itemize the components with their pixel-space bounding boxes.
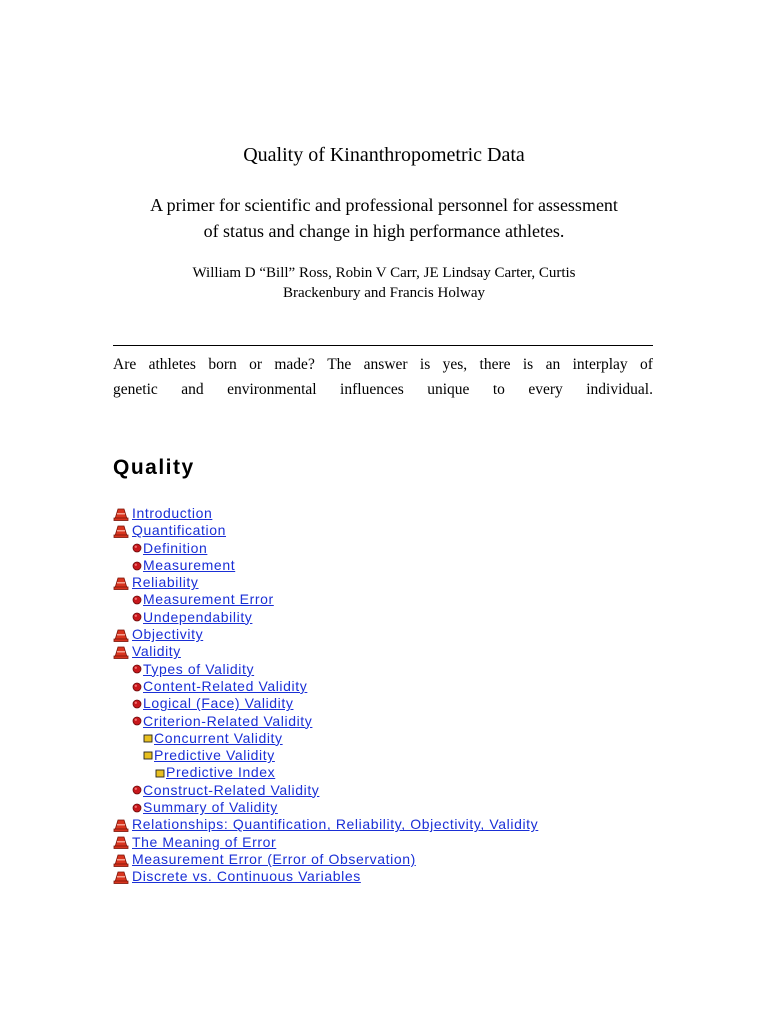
authors-line-2: Brackenbury and Francis Holway: [282, 285, 486, 301]
cone-icon: [113, 524, 129, 538]
dot-icon: [131, 785, 143, 795]
toc-link[interactable]: Predictive Index: [166, 764, 276, 781]
toc-item[interactable]: [113, 661, 673, 678]
toc-item[interactable]: [113, 540, 673, 557]
toc-item[interactable]: [113, 591, 673, 608]
toc-item[interactable]: [113, 678, 673, 695]
abstract-word: or: [249, 356, 263, 373]
toc-link[interactable]: Definition: [143, 539, 208, 556]
toc-item[interactable]: [113, 522, 673, 539]
cone-icon: [113, 870, 129, 884]
toc-link[interactable]: Quantification: [132, 522, 227, 539]
abstract-word: of: [640, 356, 653, 373]
toc-item[interactable]: [113, 626, 673, 643]
dot-icon: [131, 682, 143, 692]
abstract-word: athletes: [148, 356, 196, 373]
abstract-word: interplay: [572, 356, 628, 373]
cone-icon: [113, 853, 129, 867]
square-icon: [143, 734, 153, 743]
toc-item[interactable]: [113, 557, 673, 574]
toc-link[interactable]: Construct-Related Validity: [143, 781, 320, 798]
toc-item[interactable]: [113, 851, 673, 868]
section-heading: Quality: [113, 456, 195, 479]
toc-link[interactable]: Summary of Validity: [143, 799, 278, 816]
cone-icon: [113, 818, 129, 832]
toc-link[interactable]: Logical (Face) Validity: [143, 695, 294, 712]
toc-link[interactable]: Types of Validity: [143, 660, 255, 677]
table-of-contents: [113, 505, 673, 886]
cone-icon: [113, 645, 129, 659]
toc-link[interactable]: Validity: [132, 643, 181, 660]
toc-item[interactable]: [113, 834, 673, 851]
square-icon: [143, 751, 153, 760]
toc-link[interactable]: Relationships: Quantification, Reliability, Objectivity, Validity: [132, 816, 539, 833]
abstract-word: an: [545, 356, 561, 373]
toc-item[interactable]: [113, 643, 673, 660]
toc-item[interactable]: [113, 713, 673, 730]
toc-item[interactable]: [113, 609, 673, 626]
toc-link[interactable]: Measurement: [143, 556, 236, 573]
toc-item[interactable]: [113, 505, 673, 522]
dot-icon: [131, 664, 143, 674]
toc-item[interactable]: [113, 695, 673, 712]
horizontal-divider: [113, 345, 653, 346]
cone-icon: [113, 576, 129, 590]
toc-link[interactable]: Discrete vs. Continuous Variables: [132, 868, 361, 885]
abstract-word: The: [327, 356, 352, 373]
dot-icon: [131, 595, 143, 605]
abstract-word: is: [522, 356, 534, 373]
dot-icon: [131, 716, 143, 726]
toc-item[interactable]: [113, 799, 673, 816]
toc-link[interactable]: Measurement Error: [143, 591, 274, 608]
square-icon: [155, 769, 165, 778]
abstract-word: there: [479, 356, 511, 373]
dot-icon: [131, 699, 143, 709]
abstract-word: answer: [363, 356, 408, 373]
cone-icon: [113, 835, 129, 849]
abstract-word: influences: [340, 381, 404, 398]
subtitle-line-2: of status and change in high performance athletes.: [203, 221, 565, 241]
toc-item[interactable]: [113, 868, 673, 885]
authors-line-1: William D “Bill” Ross, Robin V Carr, JE Lindsay Carter, Curtis: [192, 265, 576, 281]
toc-item[interactable]: [113, 730, 673, 747]
toc-link[interactable]: Undependability: [143, 608, 253, 625]
abstract-word: made?: [274, 356, 315, 373]
toc-item[interactable]: [113, 764, 673, 781]
toc-item[interactable]: [113, 782, 673, 799]
abstract-word: individual.: [586, 381, 653, 398]
toc-item[interactable]: [113, 747, 673, 764]
abstract-paragraph: [113, 352, 653, 402]
toc-link[interactable]: Introduction: [132, 505, 213, 521]
dot-icon: [131, 543, 143, 553]
dot-icon: [131, 612, 143, 622]
cone-icon: [113, 507, 129, 521]
abstract-word: every: [528, 381, 563, 398]
author-list: [114, 263, 654, 303]
toc-item[interactable]: [113, 574, 673, 591]
abstract-word: environmental: [227, 381, 317, 398]
abstract-word: genetic: [113, 381, 158, 398]
abstract-word: to: [492, 381, 505, 398]
toc-link[interactable]: Predictive Validity: [154, 747, 275, 764]
document-subtitle: [114, 192, 654, 244]
toc-link[interactable]: Content-Related Validity: [143, 677, 308, 694]
abstract-word: and: [181, 381, 204, 398]
toc-link[interactable]: Concurrent Validity: [154, 729, 283, 746]
toc-link[interactable]: Measurement Error (Error of Observation): [132, 850, 416, 867]
abstract-line-2: [113, 377, 653, 402]
abstract-word: Are: [113, 356, 137, 373]
abstract-word: born: [208, 356, 237, 373]
toc-link[interactable]: Criterion-Related Validity: [143, 712, 313, 729]
dot-icon: [131, 561, 143, 571]
toc-link[interactable]: Reliability: [132, 574, 199, 591]
cone-icon: [113, 628, 129, 642]
document-title: Quality of Kinanthropometric Data: [243, 144, 525, 166]
toc-link[interactable]: The Meaning of Error: [132, 833, 277, 850]
toc-item[interactable]: [113, 816, 673, 833]
abstract-word: yes,: [442, 356, 468, 373]
abstract-line-1: [113, 352, 653, 377]
abstract-word: unique: [427, 381, 470, 398]
toc-link[interactable]: Objectivity: [132, 626, 204, 643]
dot-icon: [131, 803, 143, 813]
subtitle-line-1: A primer for scientific and professional personnel for assessment: [150, 195, 618, 215]
abstract-word: is: [419, 356, 431, 373]
